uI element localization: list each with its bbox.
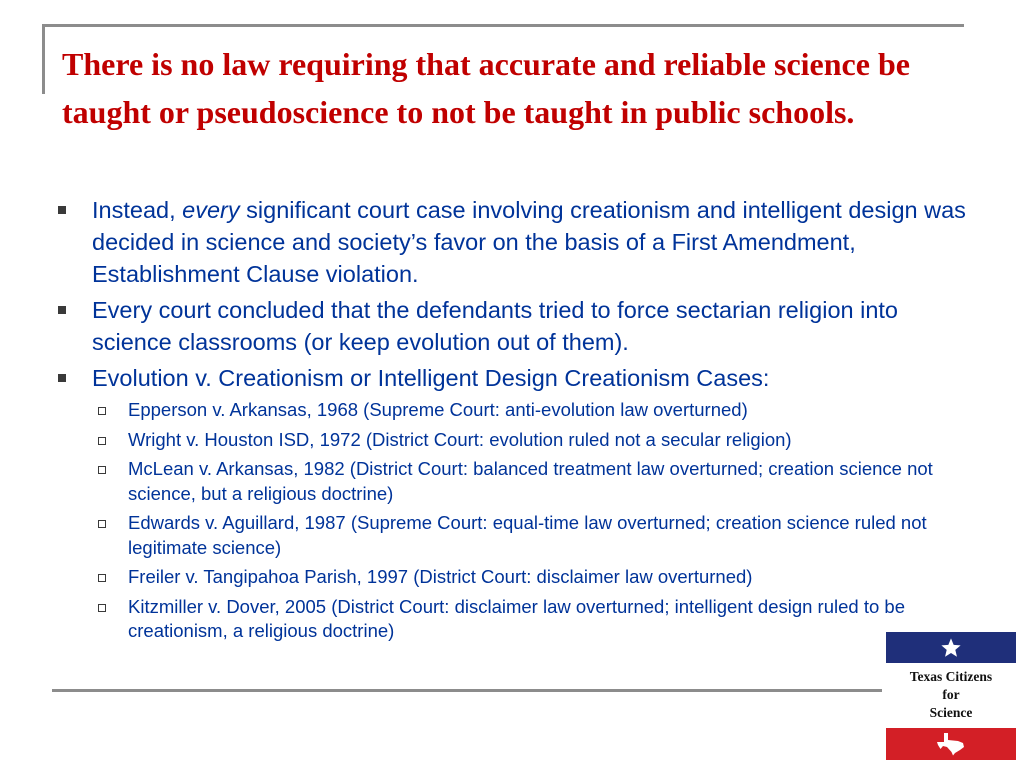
case-text: McLean v. Arkansas, 1982 (District Court: balanced treatment law overturned; creation science not science, but a religious doctrine) bbox=[128, 458, 933, 504]
square-bullet-icon bbox=[58, 206, 66, 214]
slide-title: There is no law requiring that accurate and reliable science be taught or pseudoscience to not be taught in public schools. bbox=[62, 46, 910, 130]
case-text: Wright v. Houston ISD, 1972 (District Court: evolution ruled not a secular religion) bbox=[128, 428, 792, 450]
hollow-square-bullet-icon bbox=[98, 437, 106, 445]
texas-shape-icon bbox=[936, 732, 966, 756]
case-item bbox=[52, 428, 972, 453]
bullet-text-emphasis: every bbox=[182, 197, 240, 223]
case-text: Edwards v. Aguillard, 1987 (Supreme Court: equal-time law overturned; creation science ruled not legitimate science) bbox=[128, 512, 927, 558]
bullet-item bbox=[52, 194, 972, 290]
bullet-item bbox=[52, 294, 972, 358]
square-bullet-icon bbox=[58, 374, 66, 382]
case-text: Freiler v. Tangipahoa Parish, 1997 (District Court: disclaimer law overturned) bbox=[128, 566, 753, 587]
case-text: Kitzmiller v. Dover, 2005 (District Court: disclaimer law overturned; intelligent design ruled to be creationism, a religious doctrine) bbox=[128, 595, 905, 641]
case-item bbox=[52, 511, 972, 560]
case-item bbox=[52, 457, 972, 506]
slide-body bbox=[52, 194, 972, 649]
left-accent-divider bbox=[42, 24, 45, 94]
hollow-square-bullet-icon bbox=[98, 520, 106, 528]
case-item bbox=[52, 398, 972, 423]
logo-line-1: Texas Citizens bbox=[909, 669, 993, 684]
logo-line-2: for bbox=[942, 687, 960, 702]
hollow-square-bullet-icon bbox=[98, 466, 106, 474]
case-item bbox=[52, 565, 972, 590]
logo-wordmark bbox=[886, 668, 1016, 722]
case-text: Epperson v. Arkansas, 1968 (Supreme Court: anti-evolution law overturned) bbox=[128, 399, 748, 420]
hollow-square-bullet-icon bbox=[98, 574, 106, 582]
star-icon bbox=[940, 637, 962, 659]
bullet-text: Every court concluded that the defendants tried to force sectarian religion into science classrooms (or keep evolution out of them). bbox=[92, 297, 898, 355]
case-item bbox=[52, 595, 972, 644]
bullet-item bbox=[52, 362, 972, 394]
bottom-divider bbox=[52, 689, 882, 692]
top-divider bbox=[42, 24, 964, 27]
logo-line-3: Science bbox=[929, 705, 973, 720]
bullet-text-suffix: significant court case involving creationism and intelligent design was decided in science and society’s favor on the basis of a First Amendment, Establishment Clause violation. bbox=[92, 197, 966, 287]
square-bullet-icon bbox=[58, 306, 66, 314]
hollow-square-bullet-icon bbox=[98, 407, 106, 415]
texas-citizens-for-science-logo bbox=[886, 632, 1016, 760]
bullet-text-prefix: Instead, bbox=[92, 197, 183, 223]
logo-blue-band bbox=[886, 632, 1016, 663]
hollow-square-bullet-icon bbox=[98, 604, 106, 612]
logo-red-band bbox=[886, 728, 1016, 760]
bullet-text: Evolution v. Creationism or Intelligent Design Creationism Cases: bbox=[92, 365, 770, 391]
